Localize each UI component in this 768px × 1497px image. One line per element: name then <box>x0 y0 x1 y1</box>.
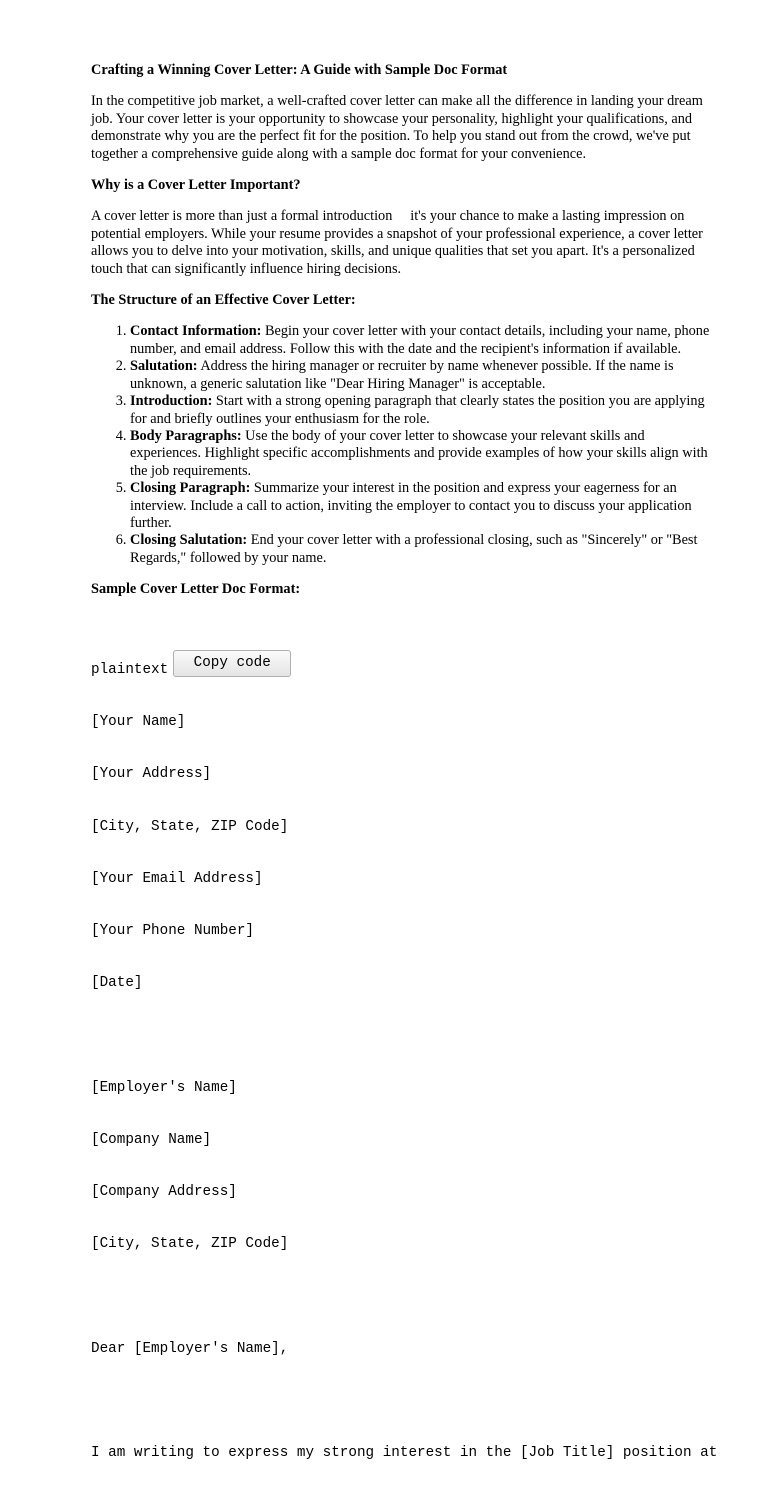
list-item-text: Address the hiring manager or recruiter by name whenever possible. If the name is unknown, a generic salutation like "Dear Hiring Manager" is acceptable. <box>130 358 674 392</box>
code-line: [Date] <box>91 975 143 992</box>
list-item-text: End your cover letter with a professional closing, such as "Sincerely" or "Best Regards," followed by your name. <box>130 532 698 566</box>
code-line: [City, State, ZIP Code] <box>91 1236 289 1253</box>
code-line: [Your Name] <box>91 714 186 731</box>
list-item-label: Closing Paragraph: <box>130 480 251 497</box>
list-item-text: Begin your cover letter with your contact details, including your name, phone number, and email address. Follow this with the date and the recipient's information if available. <box>130 323 710 357</box>
code-line: [Your Email Address] <box>91 870 263 887</box>
structure-heading: The Structure of an Effective Cover Letter: <box>91 292 356 309</box>
list-item-text: Use the body of your cover letter to showcase your relevant skills and experiences. Highlight specific accomplishments and provide examples of how your skills align with the job requirements. <box>130 427 708 479</box>
document-page <box>91 62 751 1497</box>
code-line <box>91 1288 768 1305</box>
code-line: I am writing to express my strong interest in the [Job Title] position at <box>91 1445 718 1462</box>
code-line: [Your Phone Number] <box>91 923 255 939</box>
list-item <box>130 480 719 532</box>
list-item-label: Contact Information: <box>130 323 262 340</box>
code-line: Dear [Employer's Name], <box>91 1340 289 1357</box>
why-paragraph: A cover letter is more than just a formal introduction it's your chance to make a lasting impression on potential employers. While your resume provides a snapshot of your professional experience, a cover letter allows you to delve into your motivation, skills, and unique qualities that set you apart. It's a personalized touch that can significantly influence hiring decisions. <box>91 208 703 277</box>
code-line: [Company Name] <box>91 1131 212 1148</box>
list-item-label: Introduction: <box>130 393 213 410</box>
why-heading: Why is a Cover Letter Important? <box>91 177 301 194</box>
copy-code-button[interactable]: Copy code <box>173 650 291 677</box>
sample-heading: Sample Cover Letter Doc Format: <box>91 581 301 598</box>
code-line: [Company Address] <box>91 1184 237 1201</box>
code-line: [Your Address] <box>91 766 212 783</box>
code-header <box>91 649 768 679</box>
code-line <box>91 1393 768 1410</box>
list-item <box>130 393 719 428</box>
list-item-label: Salutation: <box>130 358 198 375</box>
structure-list <box>91 323 719 567</box>
page-title: Crafting a Winning Cover Letter: A Guide with Sample Doc Format <box>91 62 508 78</box>
code-line: [Employer's Name] <box>91 1079 237 1096</box>
list-item <box>130 323 719 358</box>
list-item-label: Body Paragraphs: <box>130 427 242 444</box>
list-item-text: Start with a strong opening paragraph that clearly states the position you are applying for and briefly outlines your enthusiasm for the role. <box>130 393 705 427</box>
code-language-label: plaintext <box>91 661 169 678</box>
code-line: [City, State, ZIP Code] <box>91 818 289 835</box>
intro-paragraph: In the competitive job market, a well-crafted cover letter can make all the difference in landing your dream job. Your cover letter is your opportunity to showcase your personality, highlight your qualifications, and demonstrate why you are the perfect fit for the position. To help you stand out from the crowd, we've put together a comprehensive guide along with a sample doc format for your convenience. <box>91 93 703 162</box>
list-item-text: Summarize your interest in the position and express your eagerness for an interview. Include a call to action, inviting the employer to contact you to discuss your application further. <box>130 480 692 531</box>
code-block <box>91 615 768 1497</box>
list-item <box>130 532 719 567</box>
list-item-label: Closing Salutation: <box>130 532 248 549</box>
list-item <box>130 428 719 480</box>
list-item <box>130 358 719 393</box>
code-line <box>91 1027 768 1044</box>
